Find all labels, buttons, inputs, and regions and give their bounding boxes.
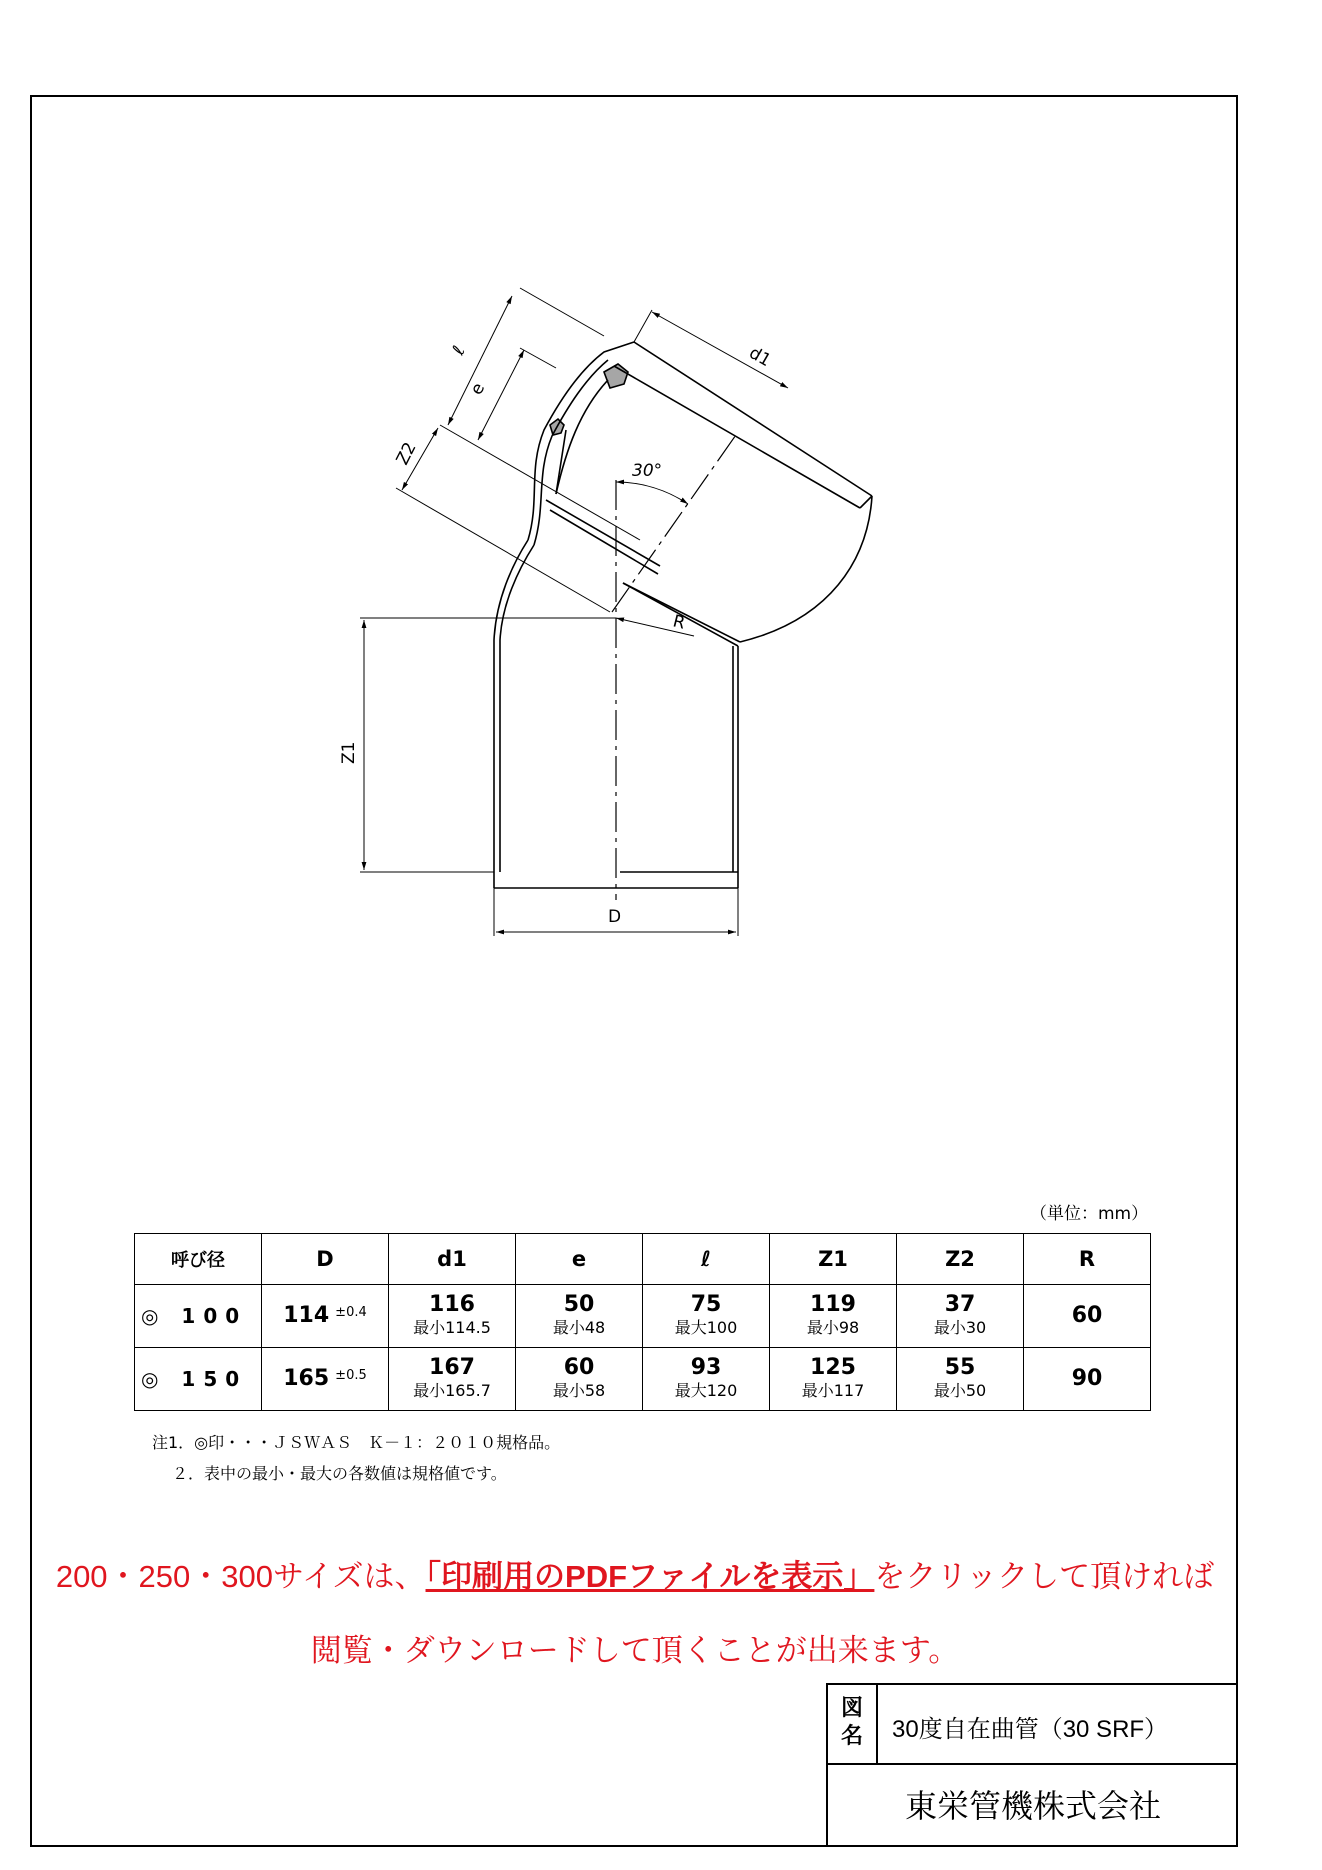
cell-z1-value: 119 [810, 1292, 856, 1317]
cell-d1-value: 116 [429, 1292, 475, 1317]
cell-z2-value: 37 [944, 1292, 976, 1317]
header-z2: Z2 [897, 1234, 1024, 1285]
pdf-notice-suffix: をクリックして頂ければ [874, 1559, 1215, 1594]
cell-z1-limit: 最小117 [801, 1381, 865, 1400]
pdf-notice-prefix: 200・250・300サイズは、 [55, 1559, 426, 1594]
cell-e [516, 1285, 643, 1348]
company-name: 東栄管機株式会社 [826, 1765, 1238, 1847]
gasket-upper [604, 364, 628, 388]
cell-e [516, 1348, 643, 1411]
cell-nominal: ◎ 100 [135, 1285, 262, 1348]
pdf-notice-line-2: 閲覧・ダウンロードして頂くことが出来ます。 [310, 1633, 960, 1668]
label-ell: ℓ [448, 342, 470, 359]
label-e: e [466, 379, 490, 399]
pdf-notice-line-1 [32, 1551, 1238, 1596]
cell-e-value: 50 [563, 1292, 595, 1317]
cell-d-value: 165 [283, 1366, 330, 1391]
cell-d [262, 1348, 389, 1411]
dim-d1-ext-left [634, 310, 652, 342]
cell-ell-limit: 最大100 [674, 1318, 738, 1337]
cell-d1-limit: 最小114.5 [413, 1318, 491, 1337]
header-nominal: 呼び径 [135, 1234, 262, 1285]
title-block-label-top: 図 [840, 1696, 863, 1721]
cell-e-limit: 最小58 [552, 1381, 606, 1400]
cell-z1-value: 125 [810, 1355, 856, 1380]
title-block-label-bottom: 名 [840, 1724, 863, 1749]
cell-d1-limit: 最小165.7 [413, 1381, 491, 1400]
cell-d-tolerance: ±0.4 [335, 1304, 367, 1320]
cell-z1 [770, 1285, 897, 1348]
cell-e-limit: 最小48 [552, 1318, 606, 1337]
cell-r-value: 60 [1071, 1303, 1103, 1328]
cell-d-tolerance: ±0.5 [335, 1367, 367, 1383]
label-r: R [670, 611, 688, 634]
note-1: 注1．◎印・・・ＪＳＷＡＳ Ｋ－１：２０１０規格品。 [152, 1433, 561, 1452]
cell-nominal: ◎ 150 [135, 1348, 262, 1411]
drawing-title: 30度自在曲管（30 SRF） [892, 1716, 1169, 1743]
gasket-lower [550, 419, 564, 435]
label-d: D [608, 907, 622, 927]
show-pdf-link[interactable]: 「印刷用のPDFファイルを表示」 [425, 1559, 875, 1594]
table-header-row [135, 1234, 1151, 1285]
cell-z2 [897, 1285, 1024, 1348]
cell-z2-limit: 最小30 [933, 1318, 987, 1337]
cell-r [1024, 1348, 1151, 1411]
dim-ext-top [520, 288, 604, 336]
unit-note: （単位：mm） [1030, 1204, 1149, 1224]
cell-d1-value: 167 [429, 1355, 475, 1380]
title-block-name [826, 1683, 1238, 1765]
title-block-label [828, 1685, 878, 1765]
label-z1: Z1 [339, 741, 359, 764]
header-d: D [262, 1234, 389, 1285]
table-row [135, 1348, 1151, 1411]
cell-d1 [389, 1285, 516, 1348]
cell-r-value: 90 [1071, 1366, 1103, 1391]
cell-z1 [770, 1348, 897, 1411]
cell-z2 [897, 1348, 1024, 1411]
socket-mouth-lip [860, 496, 872, 508]
table-row [135, 1285, 1151, 1348]
dim-ell-line [448, 296, 512, 425]
header-z1: Z1 [770, 1234, 897, 1285]
cell-d-value: 114 [283, 1303, 330, 1328]
cell-z1-limit: 最小98 [806, 1318, 860, 1337]
label-z2: Z2 [392, 439, 421, 469]
cell-ell-limit: 最大120 [674, 1381, 738, 1400]
header-e: e [516, 1234, 643, 1285]
cell-z2-limit: 最小50 [933, 1381, 987, 1400]
cell-ell [643, 1285, 770, 1348]
cell-ell [643, 1348, 770, 1411]
center-line-angled [612, 432, 738, 612]
cell-r [1024, 1285, 1151, 1348]
label-d1: d1 [745, 343, 775, 372]
header-ell: ℓ [643, 1234, 770, 1285]
header-r: R [1024, 1234, 1151, 1285]
dim-ext-e [520, 348, 556, 368]
angle-arc [616, 482, 688, 504]
cell-z2-value: 55 [944, 1355, 976, 1380]
notes [152, 1427, 560, 1489]
cell-ell-value: 75 [690, 1292, 722, 1317]
note-2: ２．表中の最小・最大の各数値は規格値です。 [172, 1464, 507, 1483]
spec-table [134, 1233, 1151, 1411]
cell-ell-value: 93 [690, 1355, 722, 1380]
cell-d [262, 1285, 389, 1348]
label-angle: 30° [632, 461, 663, 481]
socket-top-edge [634, 342, 872, 496]
cell-e-value: 60 [563, 1355, 595, 1380]
header-d1: d1 [389, 1234, 516, 1285]
socket-mouth-arc [740, 496, 872, 642]
cell-d1 [389, 1348, 516, 1411]
inner-pipe-top [546, 500, 660, 566]
